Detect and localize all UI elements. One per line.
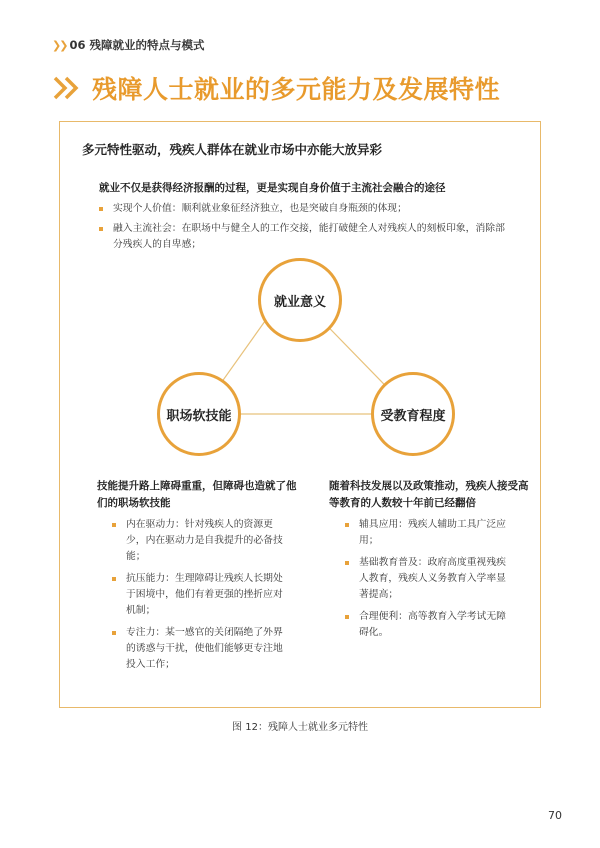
square-bullet-icon — [345, 615, 349, 619]
list-item: 基础教育普及：政府高度重视残疾人教育，残疾人义务教育入学率显著提高； — [345, 555, 515, 603]
intro-heading: 就业不仅是获得经济报酬的过程，更是实现自身价值于主流社会融合的途径 — [99, 182, 446, 194]
node-workplace-soft-skills: 职场软技能 — [157, 372, 241, 456]
page-number: 70 — [548, 809, 562, 822]
square-bullet-icon — [345, 561, 349, 565]
list-item: 合理便利：高等教育入学考试无障碍化。 — [345, 609, 515, 641]
left-column-heading: 技能提升路上障碍重重，但障碍也造就了他们的职场软技能 — [97, 480, 297, 509]
list-item: 实现个人价值：顺利就业象征经济独立，也是突破自身瓶颈的体现； — [99, 201, 509, 217]
double-chevron-icon: ❯❯ — [52, 38, 67, 52]
node-education-level: 受教育程度 — [371, 372, 455, 456]
node-employment-meaning: 就业意义 — [258, 258, 342, 342]
square-bullet-icon — [112, 577, 116, 581]
page-title: 残障人士就业的多元能力及发展特性 — [92, 75, 501, 104]
frame-heading: 多元特性驱动，残疾人群体在就业市场中亦能大放异彩 — [82, 142, 383, 157]
list-item: 辅具应用：残疾人辅助工具广泛应用； — [345, 517, 515, 549]
square-bullet-icon — [345, 523, 349, 527]
list-item: 抗压能力：生理障碍让残疾人长期处于困境中，他们有着更强的挫折应对机制； — [112, 571, 287, 619]
square-bullet-icon — [112, 631, 116, 635]
left-bullet-list — [112, 517, 287, 679]
right-bullet-list — [345, 517, 515, 647]
section-label-text: 06 残障就业的特点与模式 — [69, 38, 205, 52]
list-item: 内在驱动力：针对残疾人的资源更少，内在驱动力是自我提升的必备技能； — [112, 517, 287, 565]
figure-caption: 图 12：残障人士就业多元特性 — [232, 722, 368, 733]
square-bullet-icon — [112, 523, 116, 527]
right-column-heading: 随着科技发展以及政策推动，残疾人接受高等教育的人数较十年前已经翻倍 — [329, 480, 529, 509]
list-item: 专注力：某一感官的关闭隔绝了外界的诱惑与干扰，使他们能够更专注地投入工作； — [112, 625, 287, 673]
list-item: 融入主流社会：在职场中与健全人的工作交接，能打破健全人对残疾人的刻板印象，消除部分残疾人的自卑感； — [99, 221, 509, 253]
